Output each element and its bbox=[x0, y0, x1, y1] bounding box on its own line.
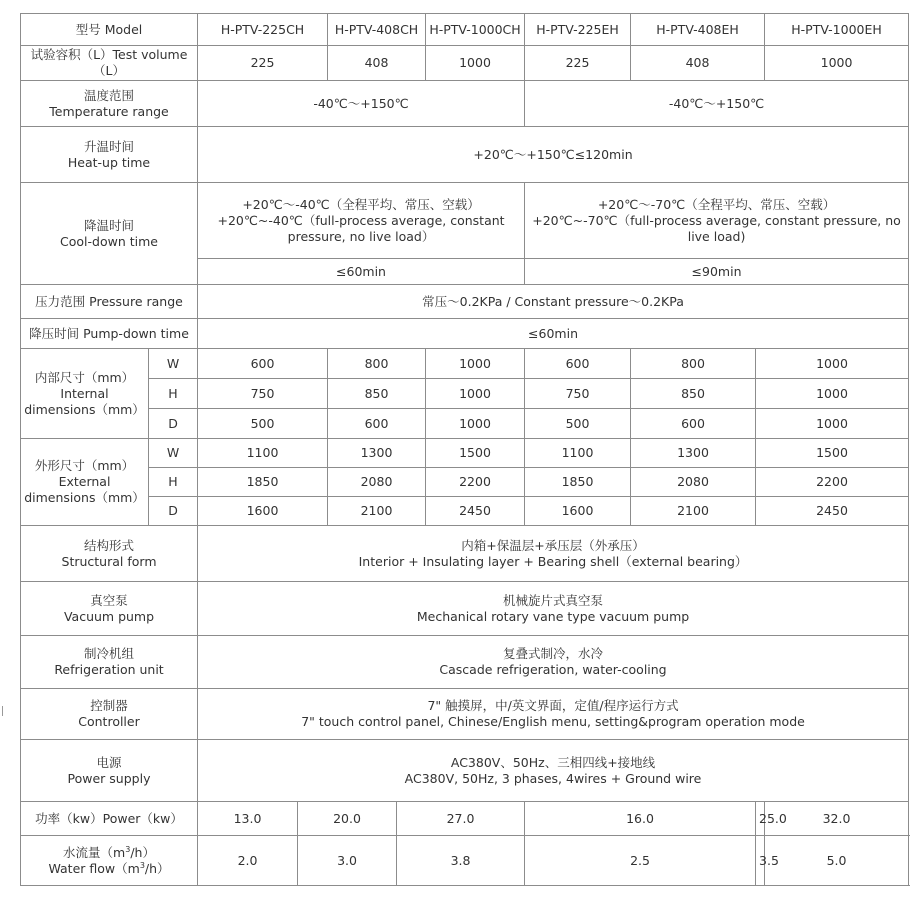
pressure-range-value: 常压～0.2KPa / Constant pressure～0.2KPa bbox=[198, 285, 909, 319]
dim-value: 2200 bbox=[756, 468, 909, 497]
temperature-range-row bbox=[21, 81, 909, 127]
power-value: 20.0 bbox=[298, 802, 397, 836]
dim-value: 800 bbox=[631, 349, 756, 379]
refrigeration-label: 制冷机组 Refrigeration unit bbox=[21, 636, 198, 689]
dim-value: 2450 bbox=[426, 497, 525, 526]
water-flow-value: 3.0 bbox=[298, 836, 397, 886]
dim-value: 1600 bbox=[198, 497, 328, 526]
power-supply-value: AC380V、50Hz、三相四线+接地线 AC380V, 50Hz, 3 phases, 4wires + Ground wire bbox=[198, 740, 909, 802]
structural-form-label: 结构形式 Structural form bbox=[21, 526, 198, 582]
external-h-row bbox=[21, 468, 909, 497]
dim-value: 750 bbox=[198, 379, 328, 409]
dim-value: 600 bbox=[525, 349, 631, 379]
dim-value: 2080 bbox=[328, 468, 426, 497]
dim-value: 1000 bbox=[756, 409, 909, 439]
refrigeration-row bbox=[21, 636, 909, 689]
water-flow-row bbox=[21, 836, 909, 886]
model-225ch: H-PTV-225CH bbox=[198, 14, 328, 46]
cool-down-eh-time: ≤90min bbox=[525, 259, 909, 285]
cool-down-row bbox=[21, 183, 909, 259]
heat-up-value: +20℃～+150℃≤120min bbox=[198, 127, 909, 183]
temperature-range-label: 温度范围 Temperature range bbox=[21, 81, 198, 127]
heat-up-label: 升温时间 Heat-up time bbox=[21, 127, 198, 183]
controller-row bbox=[21, 689, 909, 740]
axis-label: H bbox=[149, 468, 198, 497]
power-value: 16.0 bbox=[525, 802, 756, 836]
pump-down-value: ≤60min bbox=[198, 319, 909, 349]
test-volume-value: 225 bbox=[525, 46, 631, 81]
model-408ch: H-PTV-408CH bbox=[328, 14, 426, 46]
dim-value: 600 bbox=[328, 409, 426, 439]
dim-value: 1600 bbox=[525, 497, 631, 526]
test-volume-value: 408 bbox=[631, 46, 765, 81]
water-flow-value: 5.0 bbox=[765, 836, 909, 886]
temperature-range-eh: -40℃～+150℃ bbox=[525, 81, 909, 127]
test-volume-value: 408 bbox=[328, 46, 426, 81]
dim-value: 1000 bbox=[426, 409, 525, 439]
dim-value: 750 bbox=[525, 379, 631, 409]
axis-label: H bbox=[149, 379, 198, 409]
dim-value: 850 bbox=[631, 379, 756, 409]
axis-label: D bbox=[149, 497, 198, 526]
dim-value: 1000 bbox=[426, 349, 525, 379]
vacuum-pump-label: 真空泵 Vacuum pump bbox=[21, 582, 198, 636]
test-volume-row bbox=[21, 46, 909, 81]
dim-value: 2100 bbox=[631, 497, 756, 526]
dim-value: 500 bbox=[198, 409, 328, 439]
external-d-row bbox=[21, 497, 909, 526]
dim-value: 600 bbox=[198, 349, 328, 379]
model-row bbox=[21, 14, 909, 46]
water-flow-label: 水流量$(m^3/h)$ Water $flow(m^3/h)$ bbox=[21, 836, 198, 886]
spec-table bbox=[20, 13, 909, 886]
dim-value: 800 bbox=[328, 349, 426, 379]
dim-value: 1850 bbox=[198, 468, 328, 497]
temperature-range-ch: -40℃～+150℃ bbox=[198, 81, 525, 127]
water-flow-value: 2.5 bbox=[525, 836, 756, 886]
water-flow-value: 3.5 bbox=[756, 836, 765, 886]
dim-value: 1300 bbox=[631, 439, 756, 468]
model-408eh: H-PTV-408EH bbox=[631, 14, 765, 46]
test-volume-label: 试验容积（L）Test volume（L） bbox=[21, 46, 198, 81]
dim-value: 1000 bbox=[756, 379, 909, 409]
dim-value: 1100 bbox=[198, 439, 328, 468]
dim-value: 1100 bbox=[525, 439, 631, 468]
dim-value: 1500 bbox=[426, 439, 525, 468]
axis-label: W bbox=[149, 349, 198, 379]
power-value: 32.0 bbox=[765, 802, 909, 836]
controller-value: 7" 触摸屏，中/英文界面，定值/程序运行方式 7" touch control panel, Chinese/English menu, setting&program operation mode bbox=[198, 689, 909, 740]
axis-label: W bbox=[149, 439, 198, 468]
dim-value: 2100 bbox=[328, 497, 426, 526]
cool-down-label: 降温时间 Cool-down time bbox=[21, 183, 198, 285]
dim-value: 1000 bbox=[426, 379, 525, 409]
heat-up-row bbox=[21, 127, 909, 183]
internal-d-row bbox=[21, 409, 909, 439]
dim-value: 850 bbox=[328, 379, 426, 409]
margin-tick bbox=[2, 706, 3, 716]
power-value: 13.0 bbox=[198, 802, 298, 836]
test-volume-value: 1000 bbox=[765, 46, 909, 81]
dim-value: 600 bbox=[631, 409, 756, 439]
test-volume-value: 1000 bbox=[426, 46, 525, 81]
dim-value: 1850 bbox=[525, 468, 631, 497]
power-supply-row bbox=[21, 740, 909, 802]
dim-value: 500 bbox=[525, 409, 631, 439]
pressure-range-row bbox=[21, 285, 909, 319]
external-w-row bbox=[21, 439, 909, 468]
structural-form-value: 内箱+保温层+承压层（外承压） Interior + Insulating layer + Bearing shell（external bearing） bbox=[198, 526, 909, 582]
power-label: 功率（kw）Power（kw） bbox=[21, 802, 198, 836]
controller-label: 控制器 Controller bbox=[21, 689, 198, 740]
cool-down-eh-desc: +20℃～-70℃（全程平均、常压、空载） +20℃~-70℃（full-process average, constant pressure, no live load) bbox=[525, 183, 909, 259]
test-volume-value: 225 bbox=[198, 46, 328, 81]
vacuum-pump-value: 机械旋片式真空泵 Mechanical rotary vane type vacuum pump bbox=[198, 582, 909, 636]
dim-value: 1000 bbox=[756, 349, 909, 379]
model-225eh: H-PTV-225EH bbox=[525, 14, 631, 46]
dim-value: 1300 bbox=[328, 439, 426, 468]
power-value: 25.0 bbox=[756, 802, 765, 836]
model-label: 型号 Model bbox=[21, 14, 198, 46]
model-1000eh: H-PTV-1000EH bbox=[765, 14, 909, 46]
vacuum-pump-row bbox=[21, 582, 909, 636]
pump-down-row bbox=[21, 319, 909, 349]
axis-label: D bbox=[149, 409, 198, 439]
cool-down-ch-time: ≤60min bbox=[198, 259, 525, 285]
dim-value: 1500 bbox=[756, 439, 909, 468]
cool-down-ch-desc: +20℃～-40℃（全程平均、常压、空载） +20℃~-40℃（full-process average, constant pressure, no live load） bbox=[198, 183, 525, 259]
structural-form-row bbox=[21, 526, 909, 582]
power-row bbox=[21, 802, 909, 836]
external-dimensions-label: 外形尺寸（mm） External dimensions（mm） bbox=[21, 439, 149, 526]
dim-value: 2080 bbox=[631, 468, 756, 497]
internal-w-row bbox=[21, 349, 909, 379]
internal-h-row bbox=[21, 379, 909, 409]
model-1000ch: H-PTV-1000CH bbox=[426, 14, 525, 46]
power-supply-label: 电源 Power supply bbox=[21, 740, 198, 802]
dim-value: 2450 bbox=[756, 497, 909, 526]
water-flow-value: 2.0 bbox=[198, 836, 298, 886]
refrigeration-value: 复叠式制冷，水冷 Cascade refrigeration, water-cooling bbox=[198, 636, 909, 689]
water-flow-value: 3.8 bbox=[397, 836, 525, 886]
dim-value: 2200 bbox=[426, 468, 525, 497]
pump-down-label: 降压时间 Pump-down time bbox=[21, 319, 198, 349]
power-value: 27.0 bbox=[397, 802, 525, 836]
internal-dimensions-label: 内部尺寸（mm） Internal dimensions（mm） bbox=[21, 349, 149, 439]
pressure-range-label: 压力范围 Pressure range bbox=[21, 285, 198, 319]
